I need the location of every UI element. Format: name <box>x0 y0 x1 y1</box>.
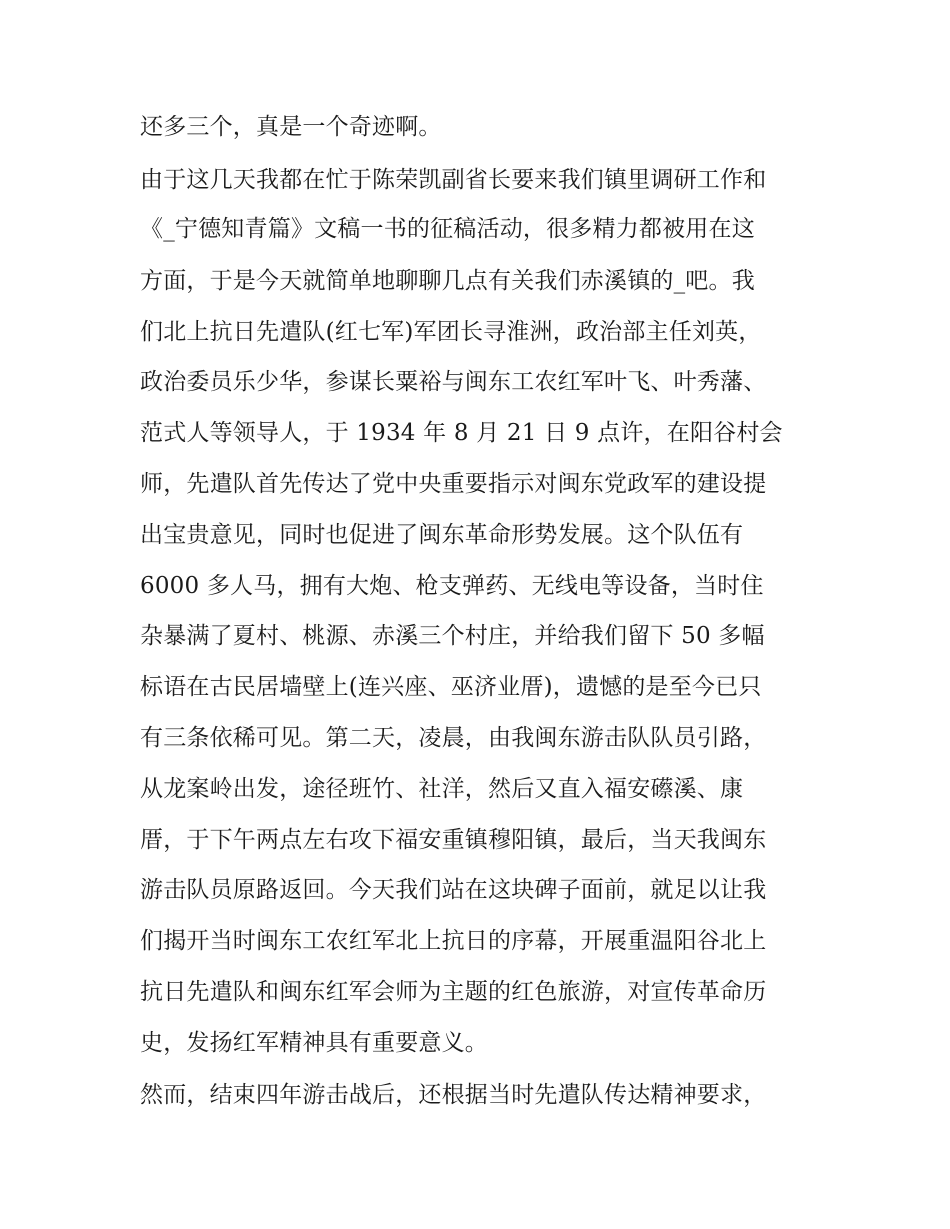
text-line: 然而，结束四年游击战后，还根据当时先遣队传达精神要求， <box>140 1082 767 1108</box>
text-line: 方面，于是今天就简单地聊聊几点有关我们赤溪镇的_吧。我 <box>140 268 755 294</box>
text-line: 从龙案岭出发，途径班竹、社洋，然后又直入福安礤溪、康 <box>140 776 744 802</box>
text-line: 政治委员乐少华，参谋长粟裕与闽东工农红军叶飞、叶秀藩、 <box>140 369 767 395</box>
text-line: 由于这几天我都在忙于陈荣凯副省长要来我们镇里调研工作和 <box>140 167 767 193</box>
text-line: 史，发扬红军精神具有重要意义。 <box>140 1030 488 1056</box>
text-line: 6000 多人马，拥有大炮、枪支弹药、无线电等设备，当时住 <box>140 573 764 599</box>
text-line: 标语在古民居墙壁上(连兴座、巫济业厝)，遗憾的是至今已只 <box>140 674 762 700</box>
text-line: 杂暴满了夏村、桃源、赤溪三个村庄，并给我们留下 50 多幅 <box>140 623 765 649</box>
text-line: 还多三个，真是一个奇迹啊。 <box>140 114 442 140</box>
text-line: 《_宁德知青篇》文稿一书的征稿活动，很多精力都被用在这 <box>140 216 755 242</box>
text-line: 师，先遣队首先传达了党中央重要指示对闽东党政军的建设提 <box>140 471 767 497</box>
text-line: 抗日先遣队和闽东红军会师为主题的红色旅游，对宣传革命历 <box>140 979 767 1005</box>
text-line: 游击队员原路返回。今天我们站在这块碑子面前，就足以让我 <box>140 877 767 903</box>
text-line: 们北上抗日先遣队(红七军)军团长寻淮洲，政治部主任刘英， <box>140 319 762 345</box>
text-line: 范式人等领导人，于 1934 年 8 月 21 日 9 点许，在阳谷村会 <box>140 420 783 446</box>
text-line: 们揭开当时闽东工农红军北上抗日的序幕，开展重温阳谷北上 <box>140 928 767 954</box>
text-line: 有三条依稀可见。第二天，凌晨，由我闽东游击队队员引路， <box>140 725 767 751</box>
text-line: 厝，于下午两点左右攻下福安重镇穆阳镇，最后，当天我闽东 <box>140 827 767 853</box>
text-line: 出宝贵意见，同时也促进了闽东革命形势发展。这个队伍有 <box>140 522 744 548</box>
